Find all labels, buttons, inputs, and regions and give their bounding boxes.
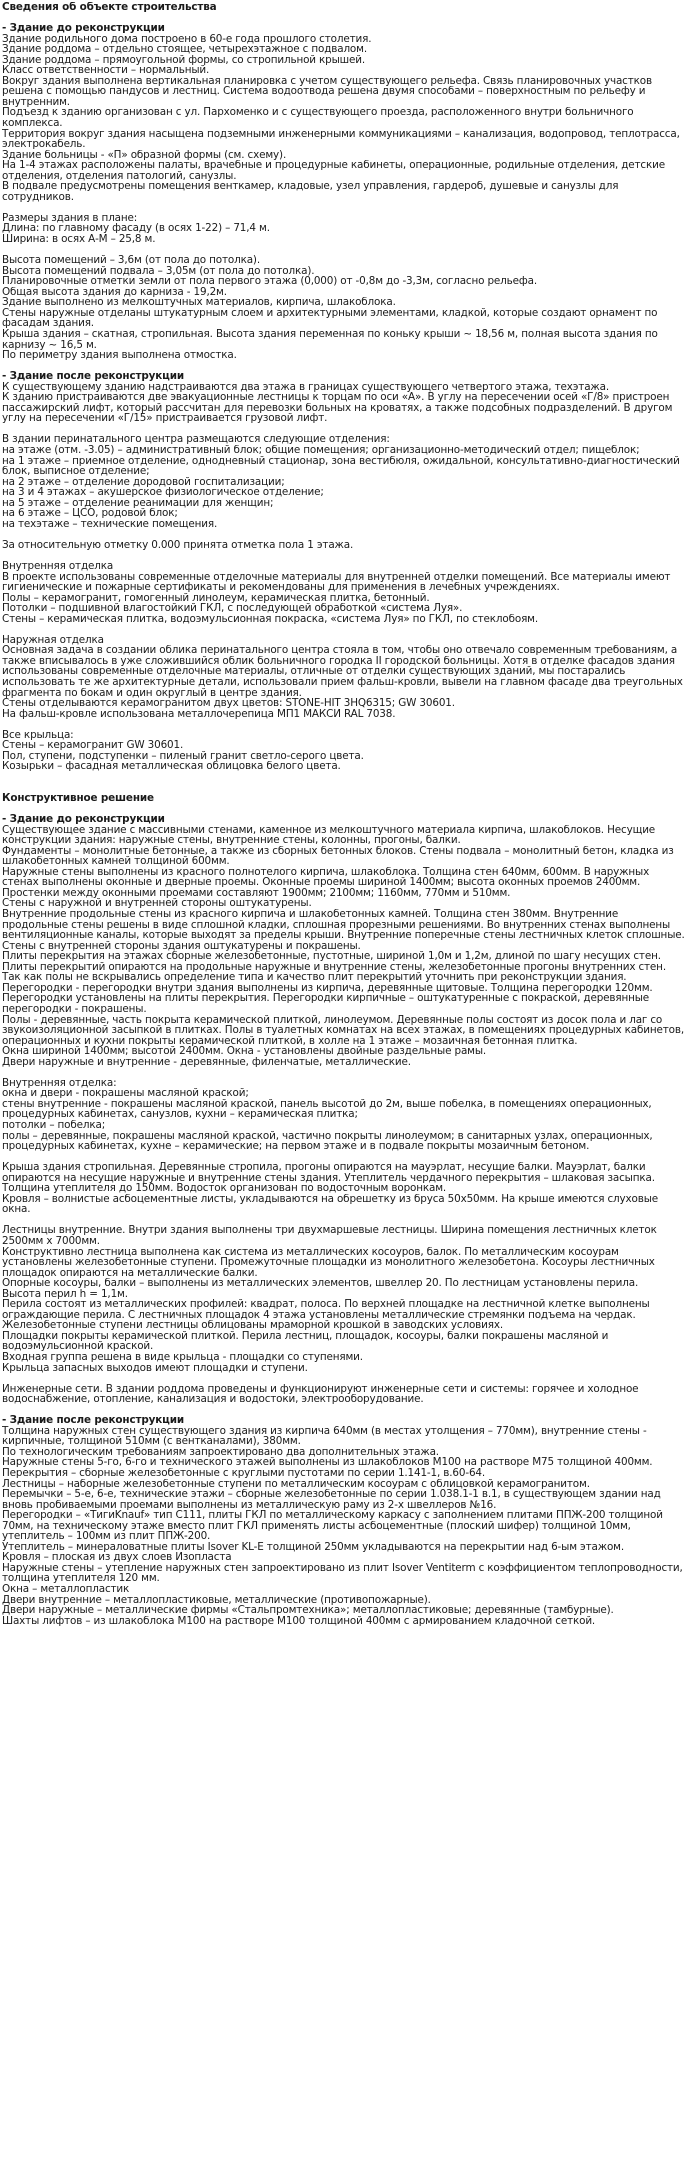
text-line: Размеры здания в плане: <box>2 212 138 224</box>
text-line: Внутренняя отделка <box>2 560 114 572</box>
text-line: По технологическим требованиям запроектировано два дополнительных этажа. <box>2 1446 439 1458</box>
text-line: утеплитель – 100мм из плит ППЖ-200. <box>2 1531 211 1542</box>
text-line: комплекса. <box>2 118 63 129</box>
text-line: фасадам здания. <box>2 318 94 329</box>
blank-line <box>2 804 700 815</box>
text-line: Лестницы – наборные железобетонные ступени по металлическим косоурам с облицовкой керамогранитом. <box>2 1478 590 1490</box>
text-line: ограждающие перила. С лестничных площадок 4 этажа установлены металлические стремянки подъема на чердак. <box>2 1309 636 1321</box>
text-line: Кровля – волнистые асбоцементные листы, укладываются на обрешетку из бруса 50х50мм. На крыше имеются слуховые <box>2 1193 658 1205</box>
text-line: Перекрытия – сборные железобетонные с круглыми пустотами по серии 1.141-1, в.60-64. <box>2 1468 486 1479</box>
text-line: Внутренние продольные стены из красного кирпича и шлакобетонных камней. Толщина стен 380мм. Внутренние <box>2 909 619 920</box>
section-heading: Конструктивное решение <box>2 793 154 804</box>
blank-line <box>2 1067 700 1078</box>
text-line: Перила состоят из металлических профилей: квадрат, полоса. По верхней площадке на лестничной клетке выполнены <box>2 1299 650 1310</box>
text-line: Плиты перекрытий опираются на продольные наружные и внутренние стены, железобетонные прогоны внутренних стен. <box>2 961 666 973</box>
text-line: Окна – металлопластик <box>2 1584 130 1595</box>
text-line: Козырьки – фасадная металлическая облицовка белого цвета. <box>2 761 341 772</box>
blank-line <box>2 1152 700 1163</box>
text-line: Инженерные сети. В здании роддома проведены и функционируют инженерные сети и системы: горячее и холодное <box>2 1383 639 1395</box>
text-line: Здание роддома – прямоугольной формы, со стропильной крышей. <box>2 54 366 66</box>
blank-line <box>2 719 700 730</box>
text-line: звукоизоляционной засыпкой в плитках. Полы в туалетных комнатах на всех этажах, в помещениях процедурных кабинетов, <box>2 1025 685 1036</box>
text-line: Полы – керамогранит, гомогенный линолеум, керамическая плитка, бетонный. <box>2 592 430 604</box>
text-line: Утеплитель – минераловатные плиты Isover KL-E толщиной 250мм укладываются на перекрытии над 6-ым этажом. <box>2 1541 624 1553</box>
text-line: Полы - деревянные, часть покрыта керамической плиткой, линолеумом. Деревянные полы состоят из досок пола и лаг со <box>2 1014 663 1026</box>
text-line: Стены с наружной и внутренней стороны оштукатурены. <box>2 898 312 910</box>
text-line: Наружные стены 5-го, 6-го и технического этажей выполнены из шлакоблоков М100 на растворе М75 толщиной 400мм. <box>2 1457 653 1469</box>
text-line: Железобетонные ступени лестницы облицованы мраморной крошкой в заводских условиях. <box>2 1320 503 1331</box>
blank-line <box>2 1405 700 1416</box>
text-line: Крыша здания стропильная. Деревянные стропила, прогоны опираются на мауэрлат, несущие балки. Мауэрлат, балки <box>2 1162 646 1173</box>
text-line: решена с помощью пандусов и лестниц. Система водоотвода решена двумя способами – поверхностным по рельефу и <box>2 86 646 97</box>
text-line: Крыша здания – скатная, стропильная. Высота здания переменная по коньку крыши ~ 18,56 м, полная высота здания по <box>2 328 658 340</box>
text-line: Основная задача в создании облика перинатального центра стояла в том, чтобы оно отвечало современным требованиям, а <box>2 645 678 656</box>
text-line: блок, выписное отделение; <box>2 466 150 477</box>
text-line: Наружные стены – утепление наружных стен запроектировано из плит Isover Ventiterm с коэффициентом теплопроводности, <box>2 1562 683 1574</box>
blank-line <box>2 624 700 635</box>
blank-line <box>2 202 700 213</box>
text-line: на 3 и 4 этажах – акушерское физиологическое отделение; <box>2 487 324 498</box>
blank-line <box>2 13 700 24</box>
text-line: кирпичные, толщиной 510мм (с вентканалами), 380мм. <box>2 1436 301 1447</box>
text-line: 70мм, на техническому этаже вместо плит ГКЛ применять листы асбоцементные (плоский шифер) толщиной 10мм, <box>2 1520 631 1532</box>
text-line: Общая высота здания до карниза - 19,2м. <box>2 286 227 298</box>
text-line: Наружная отделка <box>2 634 104 646</box>
blank-line <box>2 782 700 793</box>
text-line: конструкции здания: наружные стены, внутренние стены, колонны, прогоны, балки. <box>2 835 461 846</box>
text-line: перегородки - покрашены. <box>2 1003 147 1015</box>
text-line: Стены наружные отделаны штукатурным слоем и архитектурными элементами, кладкой, которые создают орнамент по <box>2 307 658 319</box>
text-line: Вокруг здания выполнена вертикальная планировка с учетом существующего рельефа. Связь планировочных участков <box>2 75 652 87</box>
text-line: электрокабель. <box>2 139 86 150</box>
text-line: гигиенические и пожарные сертификаты и рекомендованы для применения в лечебных учреждениях. <box>2 582 560 593</box>
text-line: Крыльца запасных выходов имеют площадки и ступени. <box>2 1362 308 1374</box>
text-line: шлакобетонных камней толщиной 600мм. <box>2 856 230 867</box>
text-line: углу на пересечении «Г/15» пристраивается грузовой лифт. <box>2 413 328 424</box>
text-line: толщина утеплителя 120 мм. <box>2 1573 160 1585</box>
text-line: Стены – керамическая плитка, водоэмульсионная покраска, «система Луя» по ГКЛ, по стеклобоям. <box>2 613 539 625</box>
text-line: Здание роддома – отдельно стоящее, четырехэтажное с подвалом. <box>2 44 367 55</box>
blank-line <box>2 245 700 256</box>
text-line: Наружные стены выполнены из красного полнотелого кирпича, шлакоблока. Толщина стен 640мм, 600мм. В наружных <box>2 866 650 878</box>
text-line: Перегородки - перегородки внутри здания выполнены из кирпича, деревянные щитовые. Толщина перегородки 120мм. <box>2 982 653 994</box>
text-line: площадок опираются на металлические балки. <box>2 1267 258 1279</box>
text-line: вентиляционные каналы, которые выходят за пределы крыши. Внутренние поперечные стены лестничных клеток сплошные. <box>2 930 685 941</box>
text-line: Шахты лифтов – из шлакоблока М100 на растворе М100 толщиной 400мм с армированием кладочной сеткой. <box>2 1615 596 1627</box>
text-line: на этаже (отм. -3.05) – административный блок; общие помещения; организационно-методический отдел; пищеблок; <box>2 444 640 456</box>
text-line: Здание выполнено из мелкоштучных материалов, кирпича, шлакоблока. <box>2 297 396 308</box>
text-line: процедурных кабинетах, кухне – керамические; на первом этаже и в подвале покрыты мозаичным бетоном. <box>2 1141 590 1152</box>
text-line: на 1 этаже – приемное отделение, однодневный стационар, зона вестибюля, ожидальной, консультативно-диагностический <box>2 455 680 467</box>
text-line: также вписывалось в уже сложившийся облик больничного городка II городской больницы. Хотя в отделке фасадов здания <box>2 655 675 667</box>
text-line: Фундаменты – монолитные бетонные, а также из сборных бетонных блоков. Стены подвала – монолитный бетон, кладка из <box>2 845 674 857</box>
text-line: Конструктивно лестница выполнена как система из металлических косоуров, балок. По металлическим косоурам <box>2 1246 619 1258</box>
text-line: водоснабжение, отопление, канализация и водостоки, электрооборудование. <box>2 1394 424 1405</box>
section-heading: - Здание до реконструкции <box>2 814 165 825</box>
text-line: Здание больницы - «П» образной формы (см. схему). <box>2 149 287 161</box>
text-line: Внутренняя отделка: <box>2 1077 117 1089</box>
text-line: В подвале предусмотрены помещения венткамер, кладовые, узел управления, гардероб, душевые и санузлы для <box>2 181 619 192</box>
text-line: Пол, ступени, подступенки – пиленый гранит светло-серого цвета. <box>2 750 364 762</box>
text-line: потолки – побелка; <box>2 1119 106 1131</box>
section-heading: - Здание после реконструкции <box>2 1415 184 1426</box>
text-line: карнизу ~ 16,5 м. <box>2 339 97 351</box>
text-line: Плиты перекрытия на этажах сборные железобетонные, пустотные, шириной 1,0м и 1,2м, длиной по шагу несущих стен. <box>2 951 661 962</box>
text-line: на 2 этаже – отделение дородовой госпитализации; <box>2 476 285 488</box>
section-heading: Сведения об объекте строительства <box>2 2 217 13</box>
text-line: фрагмента по бокам и один округлый в центре здания. <box>2 687 302 699</box>
text-line: На фальш-кровле использована металлочерепица МП1 МАКСИ RAL 7038. <box>2 708 396 720</box>
text-line: Перегородки – «ТигиKnauf» тип С111, плиты ГКЛ по металлическому каркасу с заполнением плитами ППЖ-200 толщиной <box>2 1510 663 1521</box>
text-line: Перемычки – 5-е, 6-е, технические этажи – сборные железобетонные по серии 1.038.1-1 в.1, в существующем здании над <box>2 1489 661 1500</box>
text-line: Входная группа решена в виде крыльца - площадки со ступенями. <box>2 1352 363 1363</box>
text-line: операционных и кухни покрыты керамической плиткой, в холле на 1 этаже – мозаичная бетонная плитка. <box>2 1035 578 1047</box>
text-line: стенах выполнены оконные и дверные проемы. Оконные проемы шириной 1400мм; высота оконных проемов 2400мм. <box>2 877 641 888</box>
text-line: Перегородки установлены на плиты перекрытия. Перегородки кирпичные – оштукатуренные с покраской, деревянные <box>2 993 650 1004</box>
text-line: использовать те же архитектурные детали, использовали прием фальш-кровли, вывели на главном фасаде два треугольных <box>2 677 683 688</box>
text-line: Толщина наружных стен существующего здания из кирпича 640мм (в местах утолщения – 770мм), внутренние стены - <box>2 1425 647 1437</box>
text-line: сотрудников. <box>2 191 74 203</box>
text-line: Длина: по главному фасаду (в осях 1-22) – 71,4 м. <box>2 223 270 235</box>
blank-line <box>2 1373 700 1384</box>
text-line: Подъезд к зданию организован с ул. Пархоменко и с существующего проезда, расположенного внутри больничного <box>2 107 634 119</box>
text-line: На 1-4 этажах расположены палаты, врачебные и процедурные кабинеты, операционные, родильные отделения, детские <box>2 160 665 171</box>
text-line: полы – деревянные, покрашены масляной краской, частично покрыты линолеумом; в санитарных узлах, операционных, <box>2 1130 653 1142</box>
text-line: По периметру здания выполнена отмостка. <box>2 350 237 361</box>
text-line: продольные стены решены в виде сплошной кладки, сплошная прорезными решениями. Во внутренних стенах выполнены <box>2 919 671 931</box>
text-line: Высота перил h = 1,1м. <box>2 1288 128 1300</box>
text-line: Двери наружные и внутренние - деревянные, филенчатые, металлические. <box>2 1056 411 1068</box>
text-line: стены внутренние - покрашены масляной краской, панель высотой до 2м, выше побелка, в помещениях операционных, <box>2 1098 652 1110</box>
text-line: установлены железобетонные ступени. Промежуточные площадки из монолитного железобетона. Косоуры лестничных <box>2 1257 655 1268</box>
text-line: Все крыльца: <box>2 729 74 741</box>
text-line: Класс ответственности – нормальный. <box>2 65 210 76</box>
text-line: Существующее здание с массивными стенами, каменное из мелкоштучного материала кирпича, шлакоблоков. Несущие <box>2 824 656 836</box>
text-line: внутренним. <box>2 96 70 108</box>
text-line: на 6 этаже – ЦСО, родовой блок; <box>2 508 178 519</box>
text-line: Планировочные отметки земли от пола первого этажа (0,000) от -0,8м до -3,3м, согласно рельефа. <box>2 276 537 287</box>
text-line: Потолки – подшивной влагостойкий ГКЛ, с последующей обработкой «система Луя». <box>2 603 463 614</box>
blank-line <box>2 1215 700 1226</box>
text-line: Стены – керамогранит GW 30601. <box>2 740 184 751</box>
blank-line <box>2 361 700 372</box>
text-line: К существующему зданию надстраиваются два этажа в границах существующего четвертого этажа, техэтажа. <box>2 381 610 393</box>
section-heading: - Здание после реконструкции <box>2 371 184 382</box>
text-line: В здании перинатального центра размещаются следующие отделения: <box>2 434 390 445</box>
text-line: Высота помещений – 3,6м (от пола до потолка). <box>2 255 260 266</box>
blank-line <box>2 550 700 561</box>
section-heading: - Здание до реконструкции <box>2 23 165 34</box>
text-line: на техэтаже – технические помещения. <box>2 518 218 530</box>
text-line: пассажирский лифт, который рассчитан для перевозки больных на кроватях, а также подсобных подразделений. В другом <box>2 402 673 414</box>
text-line: Опорные косоуры, балки – выполнены из металлических элементов, швеллер 20. По лестницам установлены перила. <box>2 1278 639 1289</box>
text-line: Кровля – плоская из двух слоев Изопласта <box>2 1552 232 1563</box>
text-line: процедурных кабинетах, санузлов, кухни – керамическая плитка; <box>2 1109 358 1120</box>
text-line: окна. <box>2 1204 31 1215</box>
text-line: Двери внутренние – металлопластиковые, металлические (противопожарные). <box>2 1594 431 1606</box>
text-line: 2500мм х 7000мм. <box>2 1235 100 1247</box>
text-line: Территория вокруг здания насыщена подземными инженерными коммуникациями – канализация, водопровод, теплотрасса, <box>2 128 680 140</box>
text-line: вновь пробиваемыми проемами выполнены из металлическую раму из 2-х швеллеров №16. <box>2 1499 497 1511</box>
text-line: Так как полы не вскрывались определение типа и качество плит перекрытий уточнить при реконструкции здания. <box>2 972 627 983</box>
blank-line <box>2 424 700 435</box>
text-line: Стены отделываются керамогранитом двух цветов: STONE-HIT 3HQ6315; GW 30601. <box>2 698 455 709</box>
text-line: на 5 этаже – отделение реанимации для женщин; <box>2 497 274 509</box>
text-line: водоэмульсионной краской. <box>2 1341 154 1352</box>
blank-line <box>2 772 700 783</box>
text-line: окна и двери - покрашены масляной краской; <box>2 1088 249 1099</box>
text-line: Высота помещений подвала – 3,05м (от пола до потолка). <box>2 265 315 277</box>
text-line: использованы современные отделочные материалы, отличные от отделки существующих зданий, мы постарались <box>2 666 626 677</box>
text-line: Окна шириной 1400мм; высотой 2400мм. Окна - установлены двойные раздельные рамы. <box>2 1046 487 1057</box>
text-line: За относительную отметку 0.000 принята отметка пола 1 этажа. <box>2 539 354 551</box>
text-line: Площадки покрыты керамической плиткой. Перила лестниц, площадок, косоуры, балки покрашены масляной и <box>2 1330 609 1342</box>
text-line: отделения, отделения патологий, санузлы. <box>2 170 237 182</box>
blank-line <box>2 529 700 540</box>
text-line: К зданию пристраиваются две эвакуационные лестницы к торцам по оси «А». В углу на пересечении осей «Г/8» пристроен <box>2 392 670 403</box>
text-line: опираются на несущие наружные и внутренние стены здания. Утеплитель чердачного перекрытия – шлаковая засыпка. <box>2 1172 655 1184</box>
text-line: Двери наружные – металлические фирмы «Стальпромтехника»; металлопластиковые; деревянные (тамбурные). <box>2 1605 614 1616</box>
text-line: Ширина: в осях А-М – 25,8 м. <box>2 234 156 245</box>
text-line: Толщина утеплителя до 150мм. Водосток организован по водосточным воронкам. <box>2 1183 447 1194</box>
text-line: В проекте использованы современные отделочные материалы для внутренней отделки помещений. Все материалы имеют <box>2 571 671 583</box>
text-line: Стены с внутренней стороны здания оштукатурены и покрашены. <box>2 940 361 952</box>
text-line: Здание родильного дома построено в 60-е года прошлого столетия. <box>2 33 372 45</box>
text-line: Простенки между оконными проемами составляют 1900мм; 2100мм; 1160мм, 770мм и 510мм. <box>2 887 511 899</box>
text-line: Лестницы внутренние. Внутри здания выполнены три двухмаршевые лестницы. Ширина помещения лестничных клеток <box>2 1225 657 1236</box>
